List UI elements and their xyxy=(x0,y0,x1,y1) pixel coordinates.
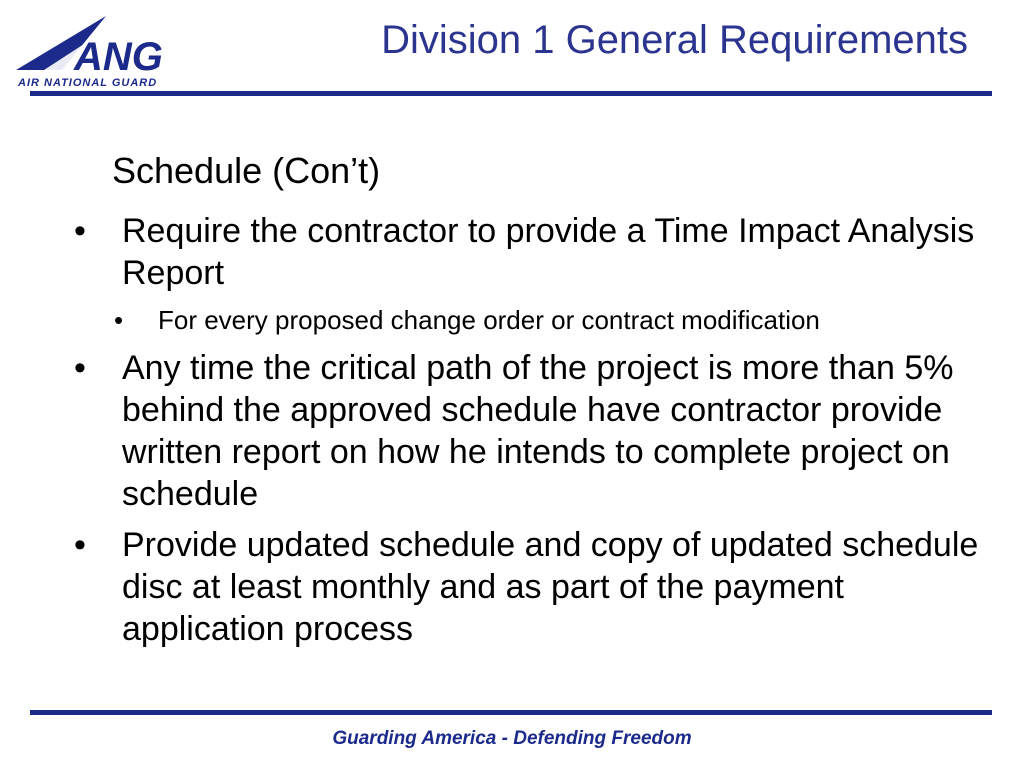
sub-bullet-text: For every proposed change order or contract modification xyxy=(158,305,820,335)
sub-bullet-item xyxy=(74,303,979,337)
ang-emblem-icon xyxy=(14,14,192,90)
bullet-marker: • xyxy=(74,212,86,250)
bullet-list xyxy=(74,210,979,659)
slide-subtitle: Schedule (Con’t) xyxy=(112,150,381,191)
logo-caption: AIR NATIONAL GUARD xyxy=(18,77,158,89)
bullet-text: Any time the critical path of the project is more than 5% behind the approved schedule have contractor provide written report on how he intends to complete project on schedule xyxy=(122,349,954,513)
footer-slogan: Guarding America - Defending Freedom xyxy=(332,728,692,749)
slide-title: Division 1 General Requirements xyxy=(381,18,968,62)
bullet-marker: • xyxy=(114,305,124,335)
bullet-marker: • xyxy=(74,349,86,387)
bullet-item xyxy=(74,210,979,294)
bullet-text: Require the contractor to provide a Time Impact Analysis Report xyxy=(122,212,975,292)
logo-mark-text: ANG xyxy=(74,35,163,79)
air-national-guard-logo xyxy=(14,14,192,90)
bullet-item xyxy=(74,347,979,515)
footer-divider xyxy=(30,710,992,715)
bullet-item xyxy=(74,524,979,650)
header-divider xyxy=(30,91,992,96)
bullet-marker: • xyxy=(74,526,86,564)
bullet-text: Provide updated schedule and copy of updated schedule disc at least monthly and as part of the payment application process xyxy=(122,526,979,648)
